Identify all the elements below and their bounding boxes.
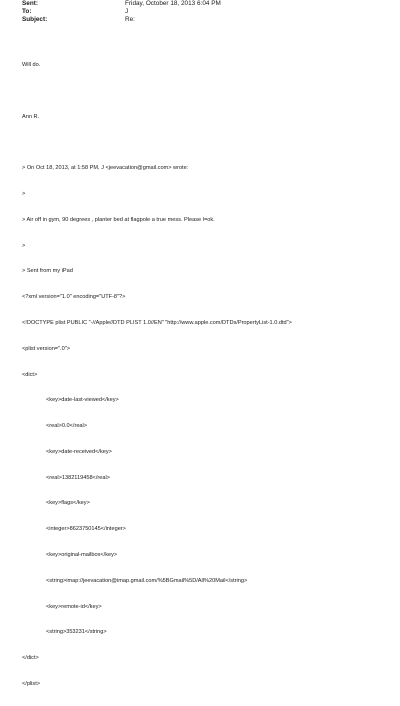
xml-line: <real>0.0</real> bbox=[46, 423, 88, 430]
subject-value: Re: bbox=[125, 16, 135, 23]
xml-line: <key>flags</key> bbox=[46, 500, 90, 507]
xml-line: <!DOCTYPE plist PUBLIC "-//Apple//DTD PLIST 1.0//EN" "http://www.apple.com/DTDs/PropertyList-1.0.dtd"> bbox=[22, 320, 292, 326]
to-row bbox=[22, 8, 382, 16]
xml-line: <real>1382119458</real> bbox=[46, 474, 110, 481]
xml-line: <string>imap://jeevacation@imap.gmail.com/%5BGmail%5D/All%20Mail</string> bbox=[46, 577, 248, 584]
email-body bbox=[22, 44, 392, 706]
signature: Ann R. bbox=[22, 113, 40, 120]
xml-line: </dict> bbox=[22, 655, 39, 662]
xml-line: <plist version=".0"> bbox=[22, 345, 70, 352]
quoted-line: > bbox=[22, 242, 26, 249]
to-value: J bbox=[125, 8, 129, 15]
sent-label: Sent: bbox=[22, 0, 38, 7]
xml-line: </plist> bbox=[22, 680, 41, 687]
xml-line: <string>353231</string> bbox=[46, 629, 107, 636]
body-line: Will do. bbox=[22, 62, 41, 69]
quoted-line: > Air off in gym, 90 degrees , planter bed at flagpole a true mess. Please l=ok. bbox=[22, 216, 215, 223]
body-line bbox=[22, 139, 392, 148]
sent-value: Friday, October 18, 2013 6:04 PM bbox=[125, 0, 221, 7]
to-label: To: bbox=[22, 8, 32, 15]
sent-row bbox=[22, 0, 382, 8]
body-line bbox=[22, 87, 392, 96]
subject-row bbox=[22, 16, 382, 24]
email-header bbox=[22, 0, 382, 24]
quoted-line: > On Oct 18, 2013, at 1:58 PM, J <jeevacation@gmail.com> wrote: bbox=[22, 165, 189, 172]
quoted-line: > bbox=[22, 191, 26, 198]
xml-line: <dict> bbox=[22, 371, 38, 378]
subject-label: Subject: bbox=[22, 16, 48, 23]
quoted-line: > Sent from my iPad bbox=[22, 268, 73, 275]
xml-line: <key>remote-id</key> bbox=[46, 603, 102, 610]
xml-line: <key>date-last-viewed</key> bbox=[46, 397, 119, 404]
xml-line: <key>date-received</key> bbox=[46, 448, 112, 455]
xml-line: <key>original-mailbox</key> bbox=[46, 552, 118, 559]
xml-line: <integer>8623750145</integer> bbox=[46, 526, 126, 533]
xml-line: <?xml version="1.0" encoding="UTF-8"?> bbox=[22, 294, 126, 301]
